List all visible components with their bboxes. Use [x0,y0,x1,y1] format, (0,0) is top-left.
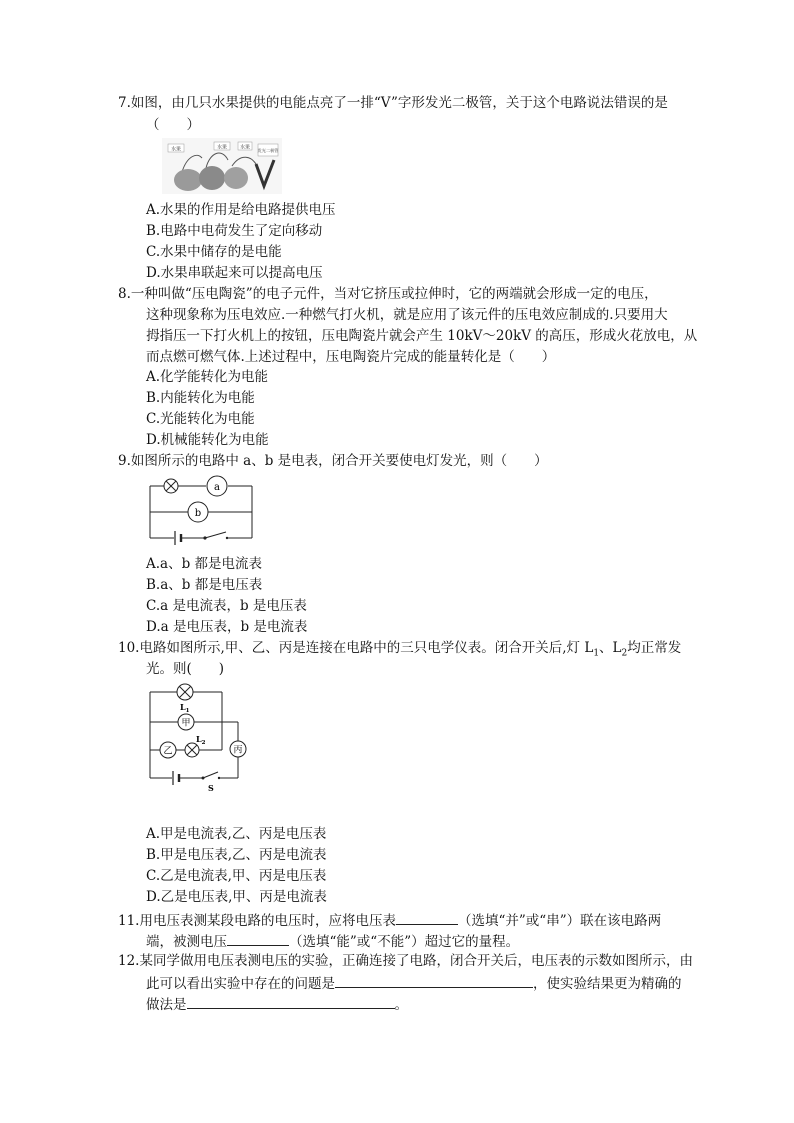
q9-option-a: A.a、b 都是电流表 [146,556,263,572]
q10-option-b: B.甲是电压表,乙、丙是电流表 [146,847,327,863]
q11-blank-2[interactable] [227,931,289,946]
q11-text-1b: （选填“并”或“串”）联在该电路两 [457,913,662,929]
q9-option-b: B.a、b 都是电压表 [146,577,263,593]
q9-option-d: D.a 是电压表，b 是电流表 [146,619,308,635]
q12-text-2a: 此可以看出实验中存在的问题是 [146,976,335,992]
lamp-icon [164,479,178,493]
q7-option-c: C.水果中储存的是电能 [146,244,282,260]
q7-option-d: D.水果串联起来可以提高电压 [146,265,323,281]
q10-circuit-figure [146,682,252,792]
q10-text-post: 均正常发 [627,640,682,656]
meter-jia-label: 甲 [181,718,191,729]
fruit-2 [199,166,225,190]
q10-option-d: D.乙是电压表,甲、丙是电流表 [146,889,327,905]
q12-line-2 [146,973,682,994]
fruit-1 [174,169,202,191]
q8-line-2: 这种现象称为压电效应.一种燃气打火机，就是应用了该元件的压电效应制成的.只要用大 [146,307,668,323]
q11-blank-1[interactable] [396,910,458,925]
q10-text-mid: 、L [599,640,622,656]
q8-option-a: A.化学能转化为电能 [146,369,269,385]
meter-a [207,476,227,496]
meter-yi-label: 乙 [163,746,173,757]
q8-option-b: B.内能转化为电能 [146,390,255,406]
q12-text-2b: ，使实验结果更为精确的 [533,976,682,992]
q7-option-b: B.电路中电荷发生了定向移动 [146,223,323,239]
fig-label-4: 发光二极管 [257,148,279,153]
q12-line-3 [146,994,408,1015]
battery-icon [175,531,181,545]
lamp-l2-icon [185,743,199,757]
q10-sub-2: 2 [621,648,628,659]
q8-option-c: C.光能转化为电能 [146,411,255,427]
fig-label-3: 水果 [239,144,251,151]
fig-label-1: 水果 [170,146,182,153]
q11-text-1a: 11.用电压表测某段电路的电压时，应将电压表 [118,913,396,929]
q12-text-3a: 做法是 [146,997,187,1013]
lamp-l2-label: $L_2$ [196,734,206,746]
q10-option-a: A.甲是电流表,乙、丙是电压表 [146,826,327,842]
q10-text-pre: 10.电路如图所示,甲、乙、丙是连接在电路中的三只电学仪表。闭合开关后,灯 L [118,640,594,656]
q12-text-3b: 。 [394,997,408,1013]
q12-blank-2[interactable] [187,994,395,1009]
meter-b-label: b [194,508,202,519]
q10-sub-1: 1 [593,648,600,659]
lamp-l1-label: $L_1$ [180,702,190,714]
q10-option-c: C.乙是电流表,甲、丙是电压表 [146,868,327,884]
fruit-3 [224,167,248,189]
q8-option-d: D.机械能转化为电能 [146,432,269,448]
fruit-battery-figure [162,138,282,194]
switch-icon [203,532,228,540]
meter-jia [178,714,194,730]
q11-text-2b: （选填“能”或“不能”）超过它的量程。 [289,934,520,950]
q8-line-3: 拇指压一下打火机上的按钮，压电陶瓷片就会产生 10kV～20kV 的高压，形成火花放电，从 [146,328,698,344]
q11-line-1 [118,910,661,931]
q11-text-2a: 端，被测电压 [146,934,227,950]
lamp-l1-icon [177,684,193,700]
switch-icon [202,772,221,780]
q8-line-1: 8.一种叫做“压电陶瓷”的电子元件，当对它挤压或拉伸时，它的两端就会形成一定的电压， [118,286,658,302]
q11-line-2 [146,931,519,952]
q10-line-2: 光。则( ) [146,661,225,677]
q7-stem: 7.如图，由几只水果提供的电能点亮了一排“V”字形发光二极管，关于这个电路说法错误的是 [118,95,668,111]
meter-a-label: a [214,482,220,493]
q7-answer-paren: （ ） [146,117,200,133]
q9-circuit-figure [146,472,258,552]
meter-yi [160,742,176,758]
q12-blank-1[interactable] [335,973,533,988]
q7-option-a: A.水果的作用是给电路提供电压 [146,202,336,218]
battery-icon [173,771,179,785]
q9-option-c: C.a 是电流表，b 是电压表 [146,598,307,614]
q12-line-1: 12.某同学做用电压表测电压的实验，正确连接了电路，闭合开关后，电压表的示数如图所示，由 [118,953,693,969]
meter-b [188,502,208,522]
meter-bing-label: 丙 [233,745,243,756]
q9-stem: 9.如图所示的电路中 a、b 是电表，闭合开关要使电灯发光，则（ ） [118,453,548,469]
fig-label-2: 水果 [216,144,228,151]
q8-line-4: 而点燃可燃气体.上述过程中，压电陶瓷片完成的能量转化是（ ） [146,349,556,365]
meter-bing [230,741,246,757]
switch-label: S [208,783,214,792]
